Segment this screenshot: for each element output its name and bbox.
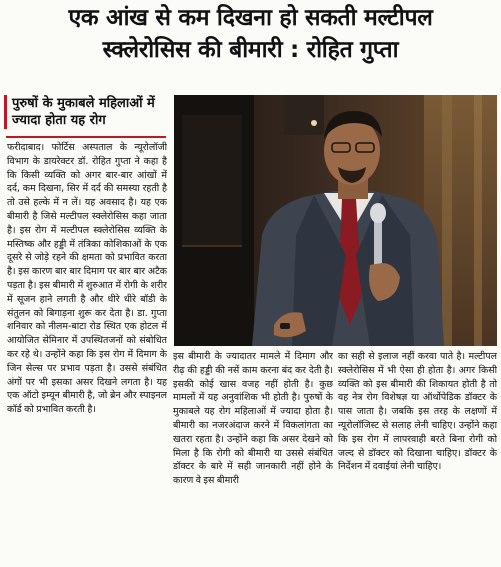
article-column-3 (338, 350, 497, 564)
subheadline-accent-bar (4, 95, 7, 129)
headline-line-2: स्क्लेरोसिस की बीमारी : रोहित गुप्ता (102, 37, 399, 63)
article-column-2 (173, 350, 333, 564)
subheadline (6, 95, 166, 129)
subheadline-text: पुरुषों के मुकाबले महिलाओं में ज्यादा होता यह रोग (12, 96, 155, 128)
headline-line-1: एक आंख से कम दिखना हो सकती मल्टीपल (68, 5, 433, 31)
subheadline-divider (6, 136, 166, 138)
article-column-1-text: फरीदाबाद। फोर्टिस अस्पताल के न्यूरोलॉजी विभाग के डायरेक्टर डॉ. रोहित गुप्ता ने कहा है कि किसी व्यक्ति को अगर बार-बार आंखों में दर्द, कम दिखना, सिर में दर्द की समस्या रहती है तो उसे हल्के में न लें। यह अवसाद है। यह एक बीमारी है जिसे मल्टीपल स्क्लेरोसिस कहा जाता है। इस रोग में मल्टीपल स्क्लेरोसिस व्यक्ति के मस्तिष्क और हड्डी में तंत्रिका कोशिकाओं के एक दूसरे से जोड़े रहने की क्षमता को प्रभावित करता है। इस कारण बार बार दिमाग पर बार बार अटैक पड़ता है। इस बीमारी में शुरुआत में रोगी के शरीर में सूजन हाने लगती है और धीरे धीरे बॉडी के संतुलन को बिगाड़ना शुरू कर देता है। डा. गुप्ता शनिवार को नीलम-बाटा रोड स्थित एक होटल में आयोजित सेमिनार में उपस्थितजनों को संबोधित कर रहे थे। उन्होंने कहा कि इस रोग में दिमाग के जिन सेल्स पर प्रभाव पड़ता है। उससे संबंधित अंगों पर भी इसका असर दिखने लगता है। यह एक ऑटो इम्यून बीमारी है, जो ब्रेन और स्पाइनल कॉर्ड को प्रभावित करती है। (7, 142, 167, 416)
speaker-photo-illustration (174, 95, 497, 346)
article-column-3-text: का सही से इलाज नहीं करवा पाते है। मल्टीपल स्क्लेरोसिस में भी ऐसा ही होता है। अगर किसी व्यक्ति को इस बीमारी की शिकायत होती है तो वह नेत्र रोग विशेषज्ञ या ऑर्थोपेडिक डॉक्टर के पास जाता है। जबकि इस तरह के लक्षणों में न्यूरोलॉजिस्ट से सलाह लेनी चाहिए। उन्होंने कहा कि इस रोग में लापरवाही बरते बिना रोगी को जल्द से डॉक्टर को दिखाना चाहिए। डॉक्टर के निर्देशन में दवाईयां लेनी चाहिए। (338, 351, 497, 473)
article-column-2-text: इस बीमारी के ज्यादातर मामले में दिमाग और रीढ़ की हड्डी की नसें काम करना बंद कर देती है। इसकी कोई खास वजह नहीं होती है। कुछ मामलों में यह अनुवांशिक भी होती है। पुरुषों के मुकाबले यह रोग महिलाओं में ज्यादा होता है। बीमारी का नजरअंदाज करने में विकलांगता का खतरा रहता है। उन्होंने कहा कि असर देखने को मिला है कि रोगी को बीमारी या उससे संबंधित डॉक्टर के बारे में सही जानकारी नहीं होने के कारण वे इस बीमारी (173, 351, 333, 487)
speaker-photo (174, 95, 497, 346)
headline (4, 2, 497, 66)
article-column-1 (7, 141, 167, 563)
